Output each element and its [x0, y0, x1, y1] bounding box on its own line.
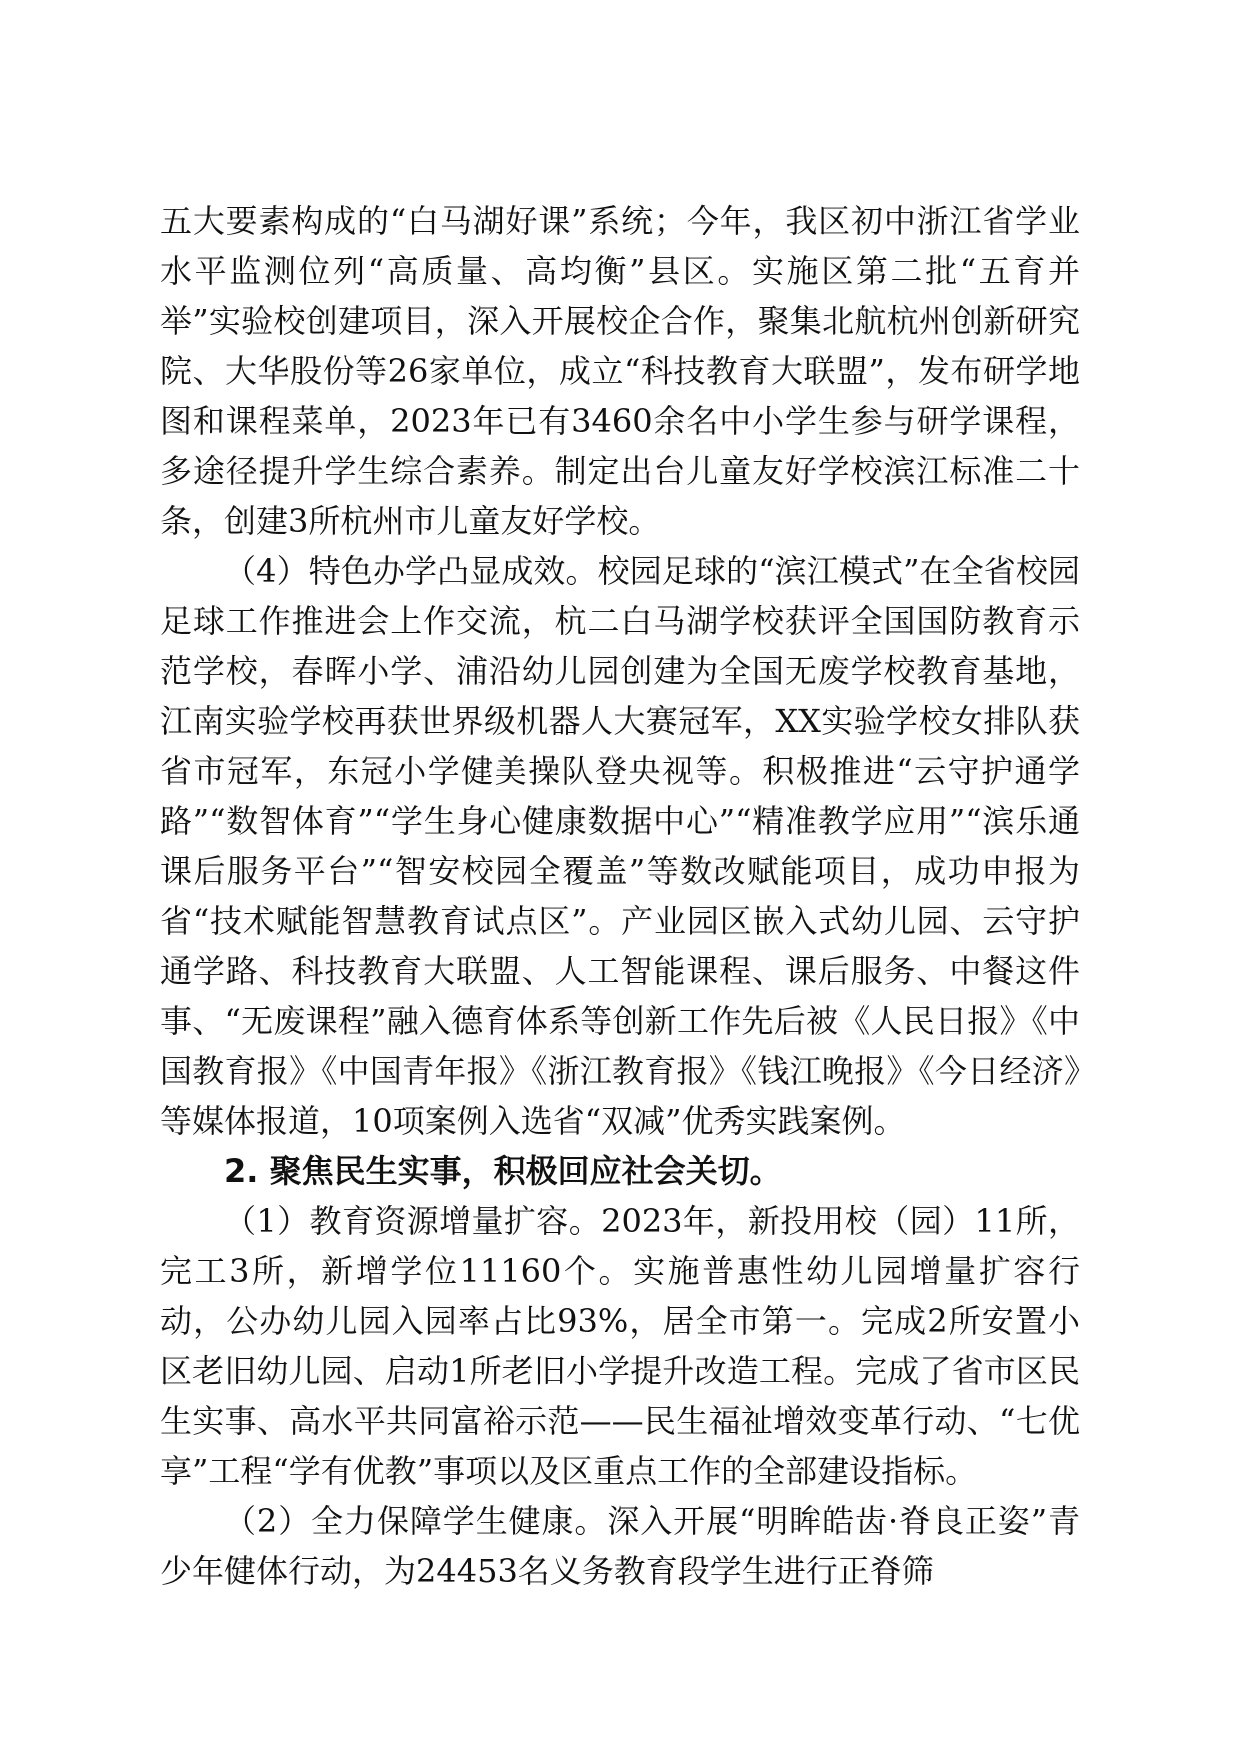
- section-heading: 2. 聚焦民生实事，积极回应社会关切。: [224, 1152, 782, 1190]
- document-page: [160, 196, 1080, 1596]
- body-paragraph-1: 五大要素构成的“白马湖好课”系统；今年，我区初中浙江省学业水平监测位列“高质量、高均衡”县区。实施区第二批“五育并举”实验校创建项目，深入开展校企合作，聚集北航杭州创新研究院、大华股份等26家单位，成立“科技教育大联盟”，发布研学地图和课程菜单，2023年已有3460余名中小学生参与研学课程，多途径提升学生综合素养。制定出台儿童友好学校滨江标准二十条，创建3所杭州市儿童友好学校。: [160, 202, 1080, 540]
- body-paragraph-3: （1）教育资源增量扩容。2023年，新投用校（园）11所，完工3所，新增学位11160个。实施普惠性幼儿园增量扩容行动，公办幼儿园入园率占比93%，居全市第一。完成2所安置小区老旧幼儿园、启动1所老旧小学提升改造工程。完成了省市区民生实事、高水平共同富裕示范——民生福祉增效变革行动、“七优享”工程“学有优教”事项以及区重点工作的全部建设指标。: [160, 1202, 1080, 1490]
- body-paragraph-2: （4）特色办学凸显成效。校园足球的“滨江模式”在全省校园足球工作推进会上作交流，杭二白马湖学校获评全国国防教育示范学校，春晖小学、浦沿幼儿园创建为全国无废学校教育基地，江南实验学校再获世界级机器人大赛冠军，XX实验学校女排队获省市冠军，东冠小学健美操队登央视等。积极推进“云守护通学路”“数智体育”“学生身心健康数据中心”“精准教学应用”“滨乐通课后服务平台”“智安校园全覆盖”等数改赋能项目，成功申报为省“技术赋能智慧教育试点区”。产业园区嵌入式幼儿园、云守护通学路、科技教育大联盟、人工智能课程、课后服务、中餐这件事、“无废课程”融入德育体系等创新工作先后被《人民日报》《中国教育报》《中国青年报》《浙江教育报》《钱江晚报》《今日经济》等媒体报道，10项案例入选省“双减”优秀实践案例。: [160, 552, 1080, 1140]
- body-paragraph-4: （2）全力保障学生健康。深入开展“明眸皓齿·脊良正姿”青少年健体行动，为24453名义务教育段学生进行正脊筛: [160, 1502, 1080, 1590]
